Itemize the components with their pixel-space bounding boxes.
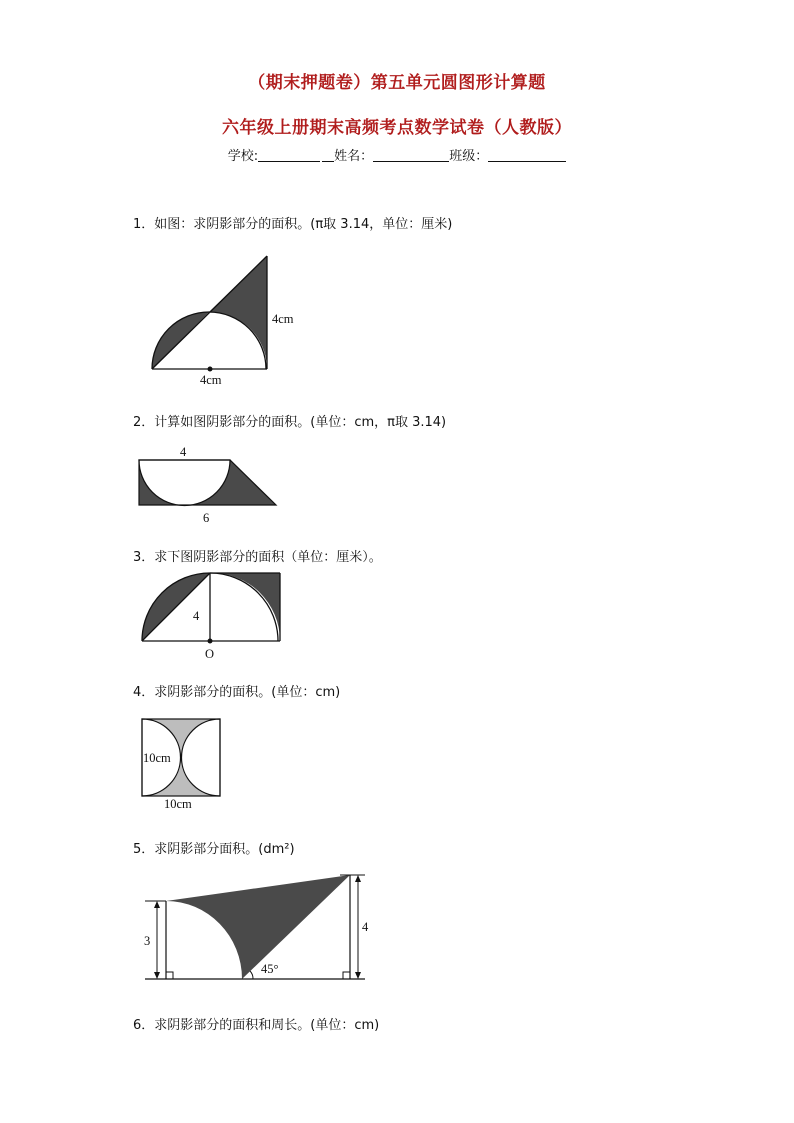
document-title: （期末押题卷）第五单元圆图形计算题 — [248, 73, 546, 93]
fig1-label-height: 4cm — [272, 312, 294, 326]
school-label: 学校: — [227, 149, 259, 164]
question-1: 1．如图：求阴影部分的面积。(π取 3.14，单位：厘米) — [133, 217, 453, 232]
question-2: 2．计算如图阴影部分的面积。(单位：cm，π取 3.14) — [133, 415, 447, 430]
question-3: 3．求下图阴影部分的面积（单位：厘米）。 — [133, 550, 382, 565]
fig4-label-side: 10cm — [143, 751, 171, 765]
fig5-right-arrow-down — [355, 972, 361, 979]
fig5-right-arrow-up — [355, 875, 361, 882]
class-label: 班级： — [449, 149, 489, 164]
fig5-label-right: 4 — [362, 920, 369, 934]
name-label: 姓名： — [334, 149, 374, 164]
fig5-angle-arc — [250, 971, 253, 979]
fig5-left-arrow-up — [154, 901, 160, 908]
document-subtitle: 六年级上册期末高频考点数学试卷（人教版） — [222, 118, 572, 138]
fig2-label-top: 4 — [180, 445, 187, 459]
fig3-label-radius: 4 — [193, 609, 200, 623]
question-5: 5．求阴影部分面积。(dm²) — [133, 842, 295, 857]
question-4: 4．求阴影部分的面积。(单位：cm) — [133, 685, 341, 700]
fig5-left-right-angle — [166, 972, 173, 979]
fig3-label-center: O — [205, 647, 215, 661]
fig1-label-base: 4cm — [200, 373, 222, 387]
fig5-shaded-region — [166, 875, 350, 979]
fig5-label-angle: 45° — [261, 962, 279, 976]
fig5-right-right-angle — [343, 972, 350, 979]
question-6: 6．求阴影部分的面积和周长。(单位：cm) — [133, 1018, 380, 1033]
fig4-label-bottom: 10cm — [164, 797, 192, 811]
fig2-label-bottom: 6 — [203, 511, 210, 525]
fig5-label-left: 3 — [144, 934, 151, 948]
fig5-left-arrow-down — [154, 972, 160, 979]
